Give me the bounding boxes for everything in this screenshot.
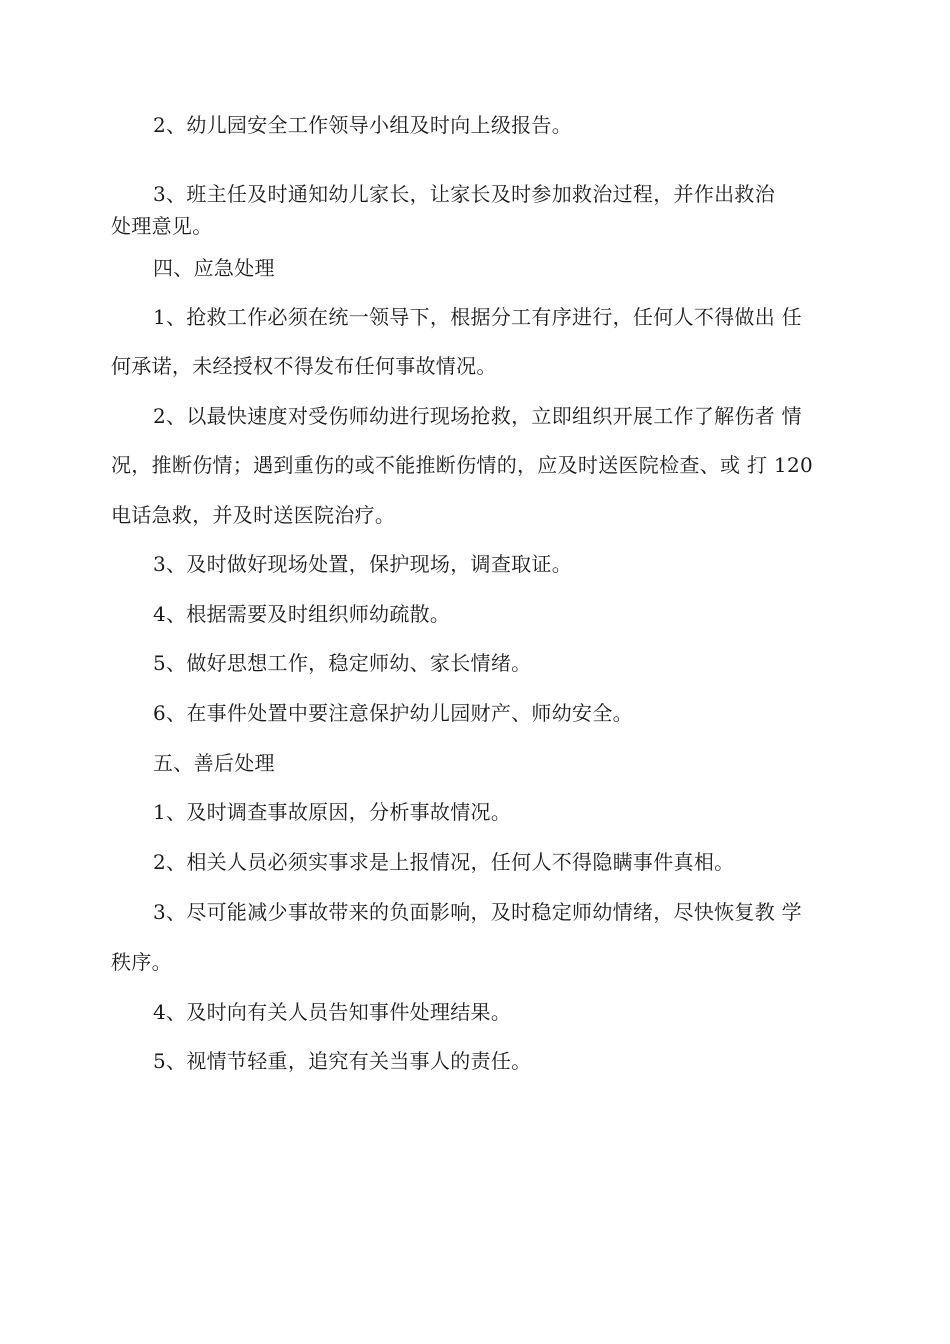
text-line: 何承诺，未经授权不得发布任何事故情况。 [111, 354, 497, 378]
text-line: 电话急救，并及时送医院治疗。 [111, 503, 396, 527]
text-line: 4、根据需要及时组织师幼疏散。 [153, 602, 451, 626]
text-line: 2、幼儿园安全工作领导小组及时向上级报告。 [153, 113, 573, 137]
text-line: 处理意见。 [111, 214, 213, 238]
text-line: 6、在事件处置中要注意保护幼儿园财产、师幼安全。 [153, 701, 633, 725]
text-line: 5、视情节轻重，追究有关当事人的责任。 [153, 1049, 532, 1073]
text-line: 2、相关人员必须实事求是上报情况，任何人不得隐瞒事件真相。 [153, 850, 735, 874]
text-line: 1、抢救工作必须在统一领导下，根据分工有序进行，任何人不得做出 任 [153, 305, 802, 329]
text-line: 况，推断伤情；遇到重伤的或不能推断伤情的，应及时送医院检查、或 打 120 [111, 453, 813, 477]
text-line: 2、以最快速度对受伤师幼进行现场抢救，立即组织开展工作了解伤者 情 [153, 404, 802, 428]
text-line: 3、尽可能减少事故带来的负面影响，及时稳定师幼情绪，尽快恢复教 学 [153, 900, 802, 924]
text-line: 4、及时向有关人员告知事件处理结果。 [153, 1000, 512, 1024]
text-line: 5、做好思想工作，稳定师幼、家长情绪。 [153, 651, 532, 675]
text-line: 1、及时调查事故原因，分析事故情况。 [153, 800, 512, 824]
text-line: 秩序。 [111, 950, 172, 974]
section-heading: 五、善后处理 [153, 751, 275, 775]
text-line: 3、及时做好现场处置，保护现场，调查取证。 [153, 552, 573, 576]
section-heading: 四、应急处理 [153, 256, 275, 280]
text-line: 3、班主任及时通知幼儿家长，让家长及时参加救治过程，并作出救治 [153, 182, 776, 206]
